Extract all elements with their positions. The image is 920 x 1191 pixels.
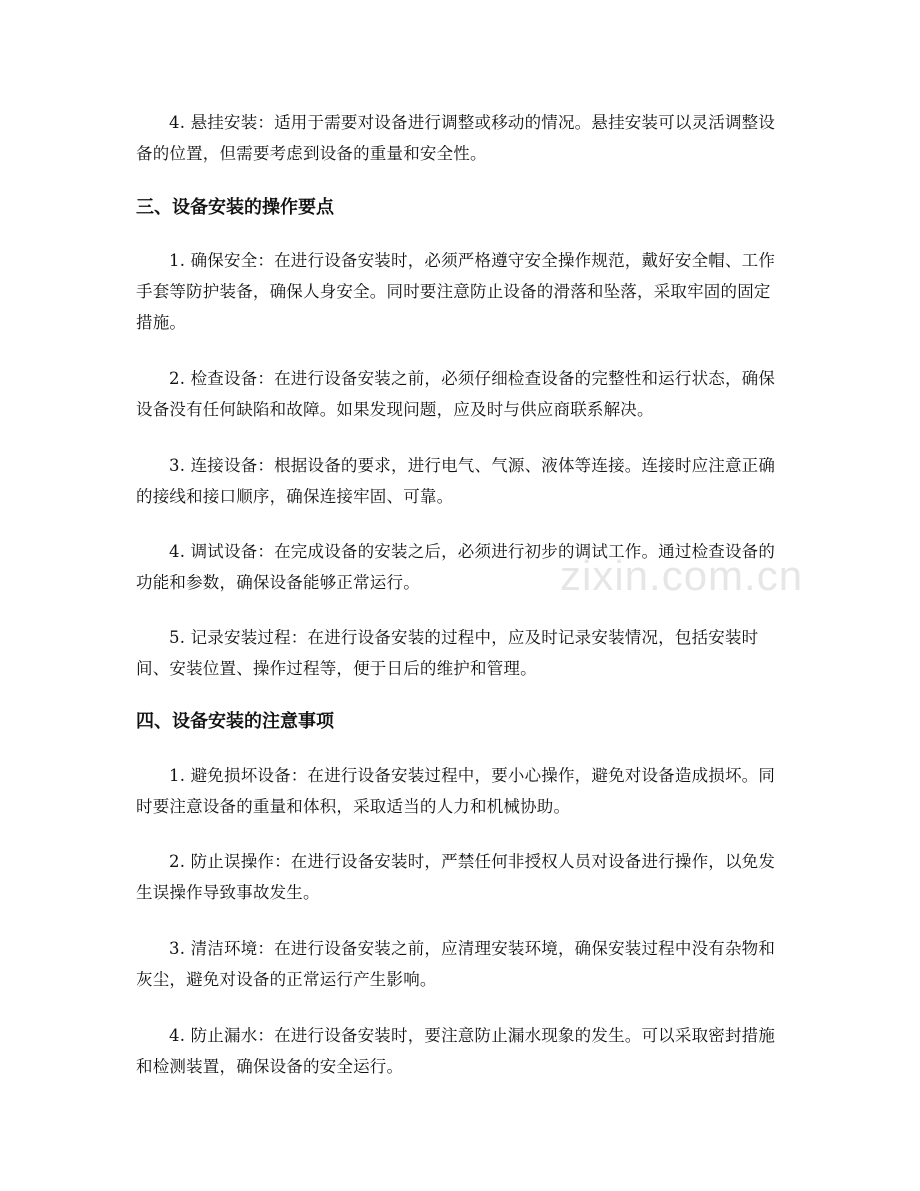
paragraph-record-process: 5. 记录安装过程：在进行设备安装的过程中，应及时记录安装情况，包括安装时间、安装位置、操作过程等，便于日后的维护和管理。 bbox=[136, 628, 759, 678]
paragraph-check-equipment: 2. 检查设备：在进行设备安装之前，必须仔细检查设备的完整性和运行状态，确保设备没有任何缺陷和故障。如果发现问题，应及时与供应商联系解决。 bbox=[136, 369, 776, 419]
paragraph-ensure-safety: 1. 确保安全：在进行设备安装时，必须严格遵守安全操作规范，戴好安全帽、工作手套等防护装备，确保人身安全。同时要注意防止设备的滑落和坠落，采取牢固的固定措施。 bbox=[136, 251, 776, 332]
paragraph-suspension-install: 4. 悬挂安装：适用于需要对设备进行调整或移动的情况。悬挂安装可以灵活调整设备的位置，但需要考虑到设备的重量和安全性。 bbox=[136, 113, 776, 163]
watermark-text: zixin.com.cn bbox=[560, 552, 804, 599]
paragraph-prevent-misoperation: 2. 防止误操作：在进行设备安装时，严禁任何非授权人员对设备进行操作，以免发生误操作导致事故发生。 bbox=[136, 852, 776, 902]
paragraph-clean-environment: 3. 清洁环境：在进行设备安装之前，应清理安装环境，确保安装过程中没有杂物和灰尘，避免对设备的正常运行产生影响。 bbox=[136, 939, 776, 989]
section-heading-operation-points: 三、设备安装的操作要点 bbox=[136, 197, 334, 218]
paragraph-connect-equipment: 3. 连接设备：根据设备的要求，进行电气、气源、液体等连接。连接时应注意正确的接线和接口顺序，确保连接牢固、可靠。 bbox=[136, 456, 776, 506]
section-heading-precautions: 四、设备安装的注意事项 bbox=[136, 711, 334, 732]
paragraph-avoid-damage: 1. 避免损坏设备：在进行设备安装过程中，要小心操作，避免对设备造成损坏。同时要注意设备的重量和体积，采取适当的人力和机械协助。 bbox=[136, 766, 776, 816]
paragraph-prevent-leakage: 4. 防止漏水：在进行设备安装时，要注意防止漏水现象的发生。可以采取密封措施和检测装置，确保设备的安全运行。 bbox=[136, 1026, 776, 1076]
paragraph-debug-equipment: 4. 调试设备：在完成设备的安装之后，必须进行初步的调试工作。通过检查设备的功能和参数，确保设备能够正常运行。 bbox=[136, 542, 776, 592]
